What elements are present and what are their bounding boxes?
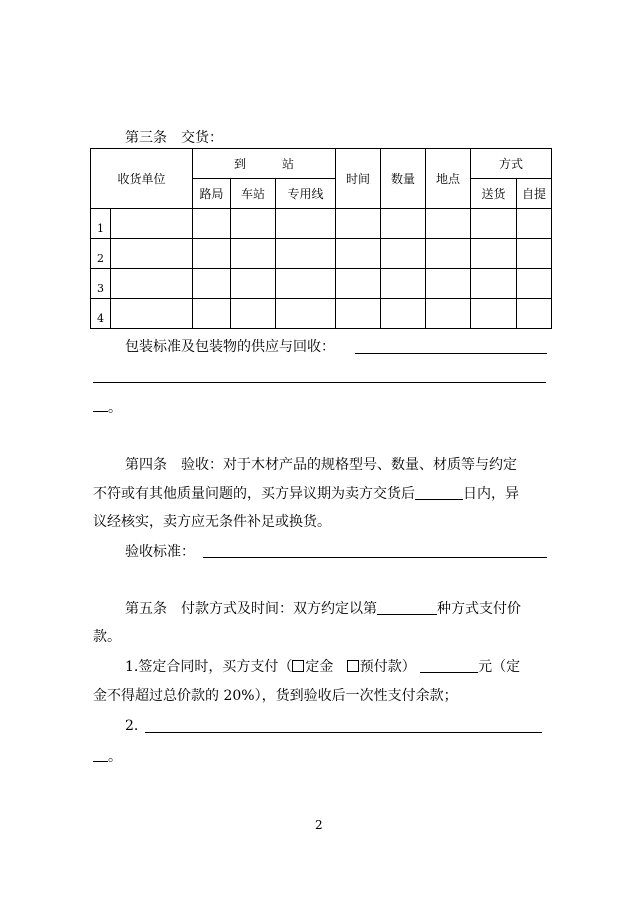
table-row: [91, 209, 552, 239]
article4-line2: [93, 484, 519, 504]
article5-line1-b: 种方式支付价: [437, 601, 521, 617]
location-header: 地点: [426, 149, 471, 209]
packaging-fill-line: [355, 353, 547, 354]
packaging-end: 。: [108, 400, 122, 416]
article4-line2-a: 不符或有其他质量问题的，买方异议期为卖方交货后: [93, 486, 415, 502]
row-number: 2: [91, 239, 111, 269]
deposit-checkbox: [292, 660, 304, 672]
time-header: 时间: [336, 149, 381, 209]
row-number: 3: [91, 269, 111, 299]
payment-method-blank: [377, 600, 437, 615]
article4-line3: 议经核实，卖方应无条件补足或换货。: [93, 514, 331, 530]
item1-deposit: 定金: [305, 659, 334, 675]
item1-prepay: 预付款）: [359, 659, 416, 675]
pickup-header: 自提: [517, 179, 552, 209]
item1-a: 1.签定合同时，买方支付（: [125, 659, 293, 675]
method-header: 方式: [471, 149, 552, 179]
table-row: [91, 239, 552, 269]
page-number: 2: [315, 818, 323, 832]
article5-item1-line2: 金不得超过总价款的 20%），货到验收后一次性支付余款；: [93, 688, 458, 704]
article4-line1: 第四条 验收：对于木材产品的规格型号、数量、材质等与约定: [125, 457, 517, 473]
route-header: 路局: [193, 179, 231, 209]
article5-line1-a: 第五条 付款方式及时间：双方约定以第: [125, 601, 377, 617]
article5-item2: 2.: [125, 718, 139, 734]
prepay-checkbox: [347, 660, 359, 672]
packaging-label: 包装标准及包装物的供应与回收：: [125, 339, 335, 355]
acceptance-standard-label: 验收标准：: [125, 544, 195, 560]
item2-end: 。: [108, 749, 122, 765]
arrival-station-header: 到 站: [193, 149, 336, 179]
item2-fill-line-2: [93, 761, 108, 762]
siding-header: 专用线: [276, 179, 336, 209]
quantity-header: 数量: [381, 149, 426, 209]
table-row: [91, 269, 552, 299]
article4-line2-b: 日内，异: [463, 486, 519, 502]
station-header: 车站: [231, 179, 276, 209]
packaging-fill-line-2: [93, 382, 546, 383]
amount-blank: [420, 658, 478, 673]
packaging-fill-line-3: [93, 411, 108, 412]
item1-b: 元（定: [478, 659, 521, 675]
article3-heading: 第三条 交货：: [125, 130, 223, 146]
item2-fill-line: [145, 732, 542, 733]
article5-item1: [125, 657, 520, 677]
table-row: [91, 299, 552, 329]
article5-line2: 款。: [93, 629, 121, 645]
acceptance-standard-fill-line: [203, 557, 547, 558]
receiver-unit-header: 收货单位: [91, 149, 193, 209]
row-number: 4: [91, 299, 111, 329]
row-number: 1: [91, 209, 111, 239]
objection-days-blank: [415, 485, 463, 500]
article5-line1: [125, 599, 521, 619]
delivery-header: 送货: [471, 179, 517, 209]
delivery-table: [90, 148, 552, 329]
